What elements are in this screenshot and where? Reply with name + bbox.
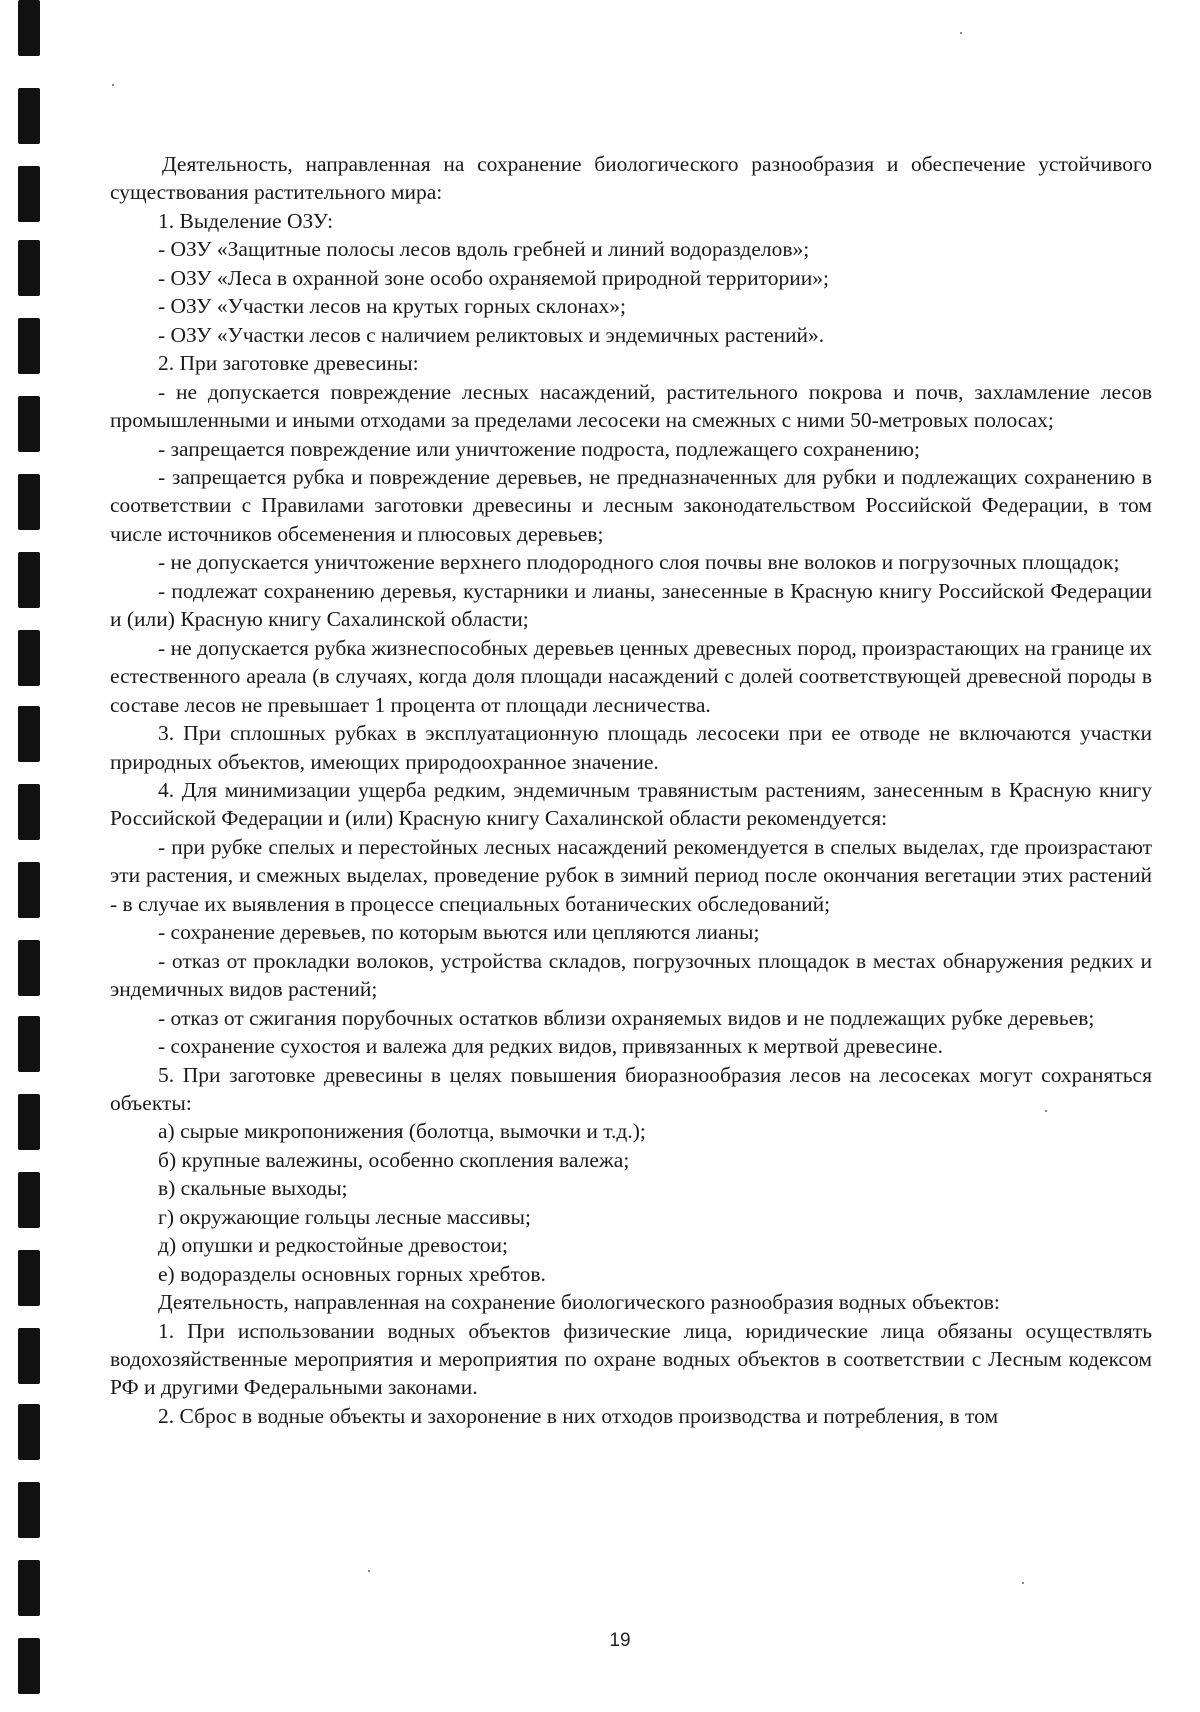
list-item: - не допускается повреждение лесных насаждений, растительного покрова и почв, захламление лесов промышленными и иными отходами за пределами лесосеки на смежных с ними 50-метровых полосах;	[110, 379, 1152, 433]
binding-holes	[18, 0, 42, 1712]
list-item: а) сырые микропонижения (болотца, вымочки и т.д.);	[158, 1119, 646, 1144]
binding-hole	[18, 318, 40, 374]
scan-speck	[112, 84, 114, 86]
binding-hole	[18, 1172, 40, 1228]
list-item: - сохранение деревьев, по которым вьются или цепляются лианы;	[158, 920, 760, 945]
list-item: - сохранение сухостоя и валежа для редких видов, привязанных к мертвой древесине.	[158, 1034, 943, 1059]
binding-hole	[18, 552, 40, 608]
binding-hole	[18, 166, 40, 222]
binding-hole	[18, 396, 40, 452]
list-item: - отказ от сжигания порубочных остатков вблизи охраняемых видов и не подлежащих рубке деревьев;	[158, 1005, 1095, 1030]
list-item: - ОЗУ «Участки лесов с наличием реликтовых и эндемичных растений».	[158, 322, 825, 347]
binding-hole	[18, 784, 40, 840]
list-heading: 4. Для минимизации ущерба редким, эндемичным травянистым растениям, занесенным в Красную книгу Российской Федерации и (или) Красную книгу Сахалинской области рекомендуется:	[110, 777, 1152, 831]
list-item: - ОЗУ «Участки лесов на крутых горных склонах»;	[158, 294, 627, 319]
section-heading: Деятельность, направленная на сохранение биологического разнообразия водных объектов:	[158, 1290, 1000, 1315]
intro-paragraph: Деятельность, направленная на сохранение биологического разнообразия и обеспечение устойчивого существования растительного мира:	[110, 152, 1152, 205]
scan-speck	[1022, 1582, 1024, 1584]
binding-hole	[18, 1016, 40, 1072]
binding-hole	[18, 240, 40, 296]
list-item: е) водоразделы основных горных хребтов.	[158, 1261, 546, 1286]
list-heading: 1. Выделение ОЗУ:	[158, 208, 334, 233]
scan-speck	[960, 32, 962, 34]
list-heading: 1. При использовании водных объектов физические лица, юридические лица обязаны осуществлять водохозяйственные мероприятия и мероприятия по охране водных объектов в соответствии с Лесным кодексом РФ и другими Федеральными законами.	[110, 1318, 1152, 1400]
binding-hole	[18, 0, 40, 56]
list-item: - запрещается рубка и повреждение деревьев, не предназначенных для рубки и подлежащих сохранению в соответствии с Правилами заготовки древесины и лесным законодательством Российской Федерации, в том числе источников обсеменения и плюсовых деревьев;	[110, 464, 1152, 546]
list-item: б) крупные валежины, особенно скопления валежа;	[158, 1147, 630, 1172]
list-heading: 2. Сброс в водные объекты и захоронение в них отходов производства и потребления, в том	[158, 1403, 999, 1428]
binding-hole	[18, 630, 40, 686]
list-item: - не допускается уничтожение верхнего плодородного слоя почвы вне волоков и погрузочных площадок;	[158, 550, 1120, 575]
binding-hole	[18, 1482, 40, 1538]
binding-hole	[18, 1404, 40, 1460]
list-item: г) окружающие гольцы лесные массивы;	[158, 1204, 531, 1229]
binding-hole	[18, 862, 40, 918]
binding-hole	[18, 940, 40, 996]
scan-speck	[368, 1570, 370, 1572]
list-item: - запрещается повреждение или уничтожение подроста, подлежащего сохранению;	[158, 436, 920, 461]
list-item: - ОЗУ «Защитные полосы лесов вдоль гребней и линий водоразделов»;	[158, 237, 810, 262]
list-item: - отказ от прокладки волоков, устройства складов, погрузочных площадок в местах обнаружения редких и эндемичных видов растений;	[110, 948, 1152, 1002]
binding-hole	[18, 88, 40, 144]
binding-hole	[18, 706, 40, 762]
list-item: в) скальные выходы;	[158, 1176, 348, 1201]
binding-hole	[18, 474, 40, 530]
list-item: д) опушки и редкостойные древостои;	[158, 1233, 509, 1258]
page-number: 19	[609, 1630, 631, 1651]
binding-hole	[18, 1328, 40, 1384]
binding-hole	[18, 1250, 40, 1306]
list-item: - подлежат сохранению деревья, кустарники и лианы, занесенные в Красную книгу Российской Федерации и (или) Красную книгу Сахалинской области;	[110, 578, 1152, 632]
binding-hole	[18, 1560, 40, 1616]
list-heading: 3. При сплошных рубках в эксплуатационную площадь лесосеки при ее отводе не включаются участки природных объектов, имеющих природоохранное значение.	[110, 721, 1152, 774]
list-item: - не допускается рубка жизнеспособных деревьев ценных древесных пород, произрастающих на границе их естественного ареала (в случаях, когда доля площади насаждений с долей соответствующей древесной породы в составе лесов не превышает 1 процента от площади лесничества.	[110, 635, 1152, 717]
list-item: - ОЗУ «Леса в охранной зоне особо охраняемой природной территории»;	[158, 265, 829, 290]
list-item: - при рубке спелых и перестойных лесных насаждений рекомендуется в спелых выделах, где произрастают эти растения, и смежных выделах, проведение рубок в зимний период после окончания вегетации этих растений - в случае их выявления в процессе специальных ботанических обследований;	[110, 834, 1152, 916]
list-heading: 2. При заготовке древесины:	[158, 351, 419, 376]
binding-hole	[18, 1094, 40, 1150]
document-page	[110, 150, 1152, 1430]
list-heading: 5. При заготовке древесины в целях повышения биоразнообразия лесов на лесосеках могут сохраняться объекты:	[110, 1062, 1152, 1115]
